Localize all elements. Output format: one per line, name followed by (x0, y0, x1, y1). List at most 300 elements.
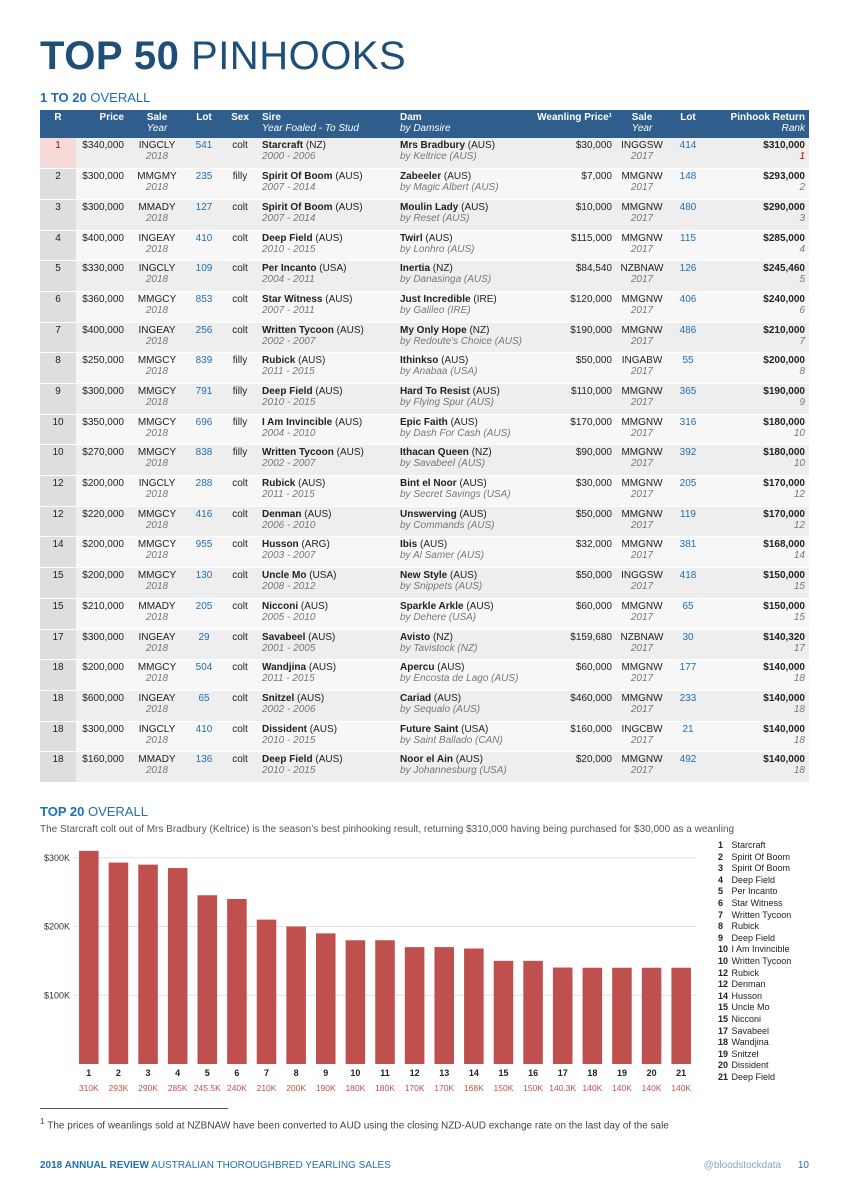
y-tick-label: $100K (43, 990, 70, 1001)
cell-lot: 235 (186, 169, 222, 200)
cell-rank: 18 (40, 752, 76, 783)
x-tick-label: 18 (587, 1068, 598, 1078)
cell-sex: colt (222, 660, 258, 691)
legend-item (718, 933, 791, 945)
cell-weanling-sale: MMGNW 2017 (616, 169, 668, 200)
cell-weanling-sale: MMGNW 2017 (616, 752, 668, 783)
cell-weanling-price: $84,540 (530, 261, 616, 292)
cell-weanling-price: $120,000 (530, 291, 616, 322)
legend-label: Husson (731, 990, 763, 1001)
pinhooks-table (40, 110, 809, 783)
cell-sale: INGEAY 2018 (128, 322, 186, 353)
header-sire: Sire Year Foaled - To Stud (258, 110, 396, 138)
cell-dam: Moulin Lady (AUS) by Reset (AUS) (396, 199, 530, 230)
cell-sire: Snitzel (AUS) 2002 - 2006 (258, 690, 396, 721)
cell-sire: Deep Field (AUS) 2010 - 2015 (258, 384, 396, 415)
cell-lot: 853 (186, 291, 222, 322)
cell-dam: Avisto (NZ) by Tavistock (NZ) (396, 629, 530, 660)
legend-number: 12 (718, 967, 729, 978)
cell-sale: INGCLY 2018 (128, 476, 186, 507)
cell-weanling-price: $60,000 (530, 598, 616, 629)
bar (583, 968, 603, 1064)
legend-item (718, 875, 791, 887)
cell-dam: Ithinkso (AUS) by Anabaa (USA) (396, 353, 530, 384)
cell-weanling-lot: 65 (668, 598, 708, 629)
cell-price: $200,000 (76, 476, 128, 507)
x-tick-label: 8 (293, 1068, 299, 1078)
legend-label: Starcraft (731, 840, 766, 850)
cell-weanling-lot: 486 (668, 322, 708, 353)
cell-sale: MMGCY 2018 (128, 506, 186, 537)
cell-sire: Written Tycoon (AUS) 2002 - 2007 (258, 322, 396, 353)
cell-sex: filly (222, 414, 258, 445)
title-light: PINHOOKS (191, 34, 407, 78)
legend-label: Wandjina (731, 1037, 769, 1048)
title-bold: TOP 50 (40, 34, 180, 78)
cell-price: $300,000 (76, 629, 128, 660)
cell-rank: 8 (40, 353, 76, 384)
cell-weanling-lot: 126 (668, 261, 708, 292)
cell-rank: 18 (40, 721, 76, 752)
cell-weanling-sale: MMGNW 2017 (616, 384, 668, 415)
cell-weanling-lot: 119 (668, 506, 708, 537)
cell-sale: INGEAY 2018 (128, 230, 186, 261)
cell-sale: MMGCY 2018 (128, 568, 186, 599)
bar (168, 868, 188, 1064)
cell-dam: Ithacan Queen (NZ) by Savabeel (AUS) (396, 445, 530, 476)
cell-lot: 791 (186, 384, 222, 415)
data-label: 290K (138, 1083, 158, 1093)
cell-price: $600,000 (76, 690, 128, 721)
data-label: 180K (375, 1083, 395, 1093)
data-label: 190K (315, 1083, 336, 1093)
cell-dam: My Only Hope (NZ) by Redoute's Choice (AUS) (396, 322, 530, 353)
cell-pinhook-return: $310,000 1 (708, 138, 809, 169)
legend-number: 1 (718, 840, 724, 850)
footer-title (40, 1160, 391, 1171)
cell-sire: Per Incanto (USA) 2004 - 2011 (258, 261, 396, 292)
table-row (40, 199, 809, 230)
cell-weanling-lot: 381 (668, 537, 708, 568)
cell-weanling-sale: MMGNW 2017 (616, 445, 668, 476)
bar (109, 863, 129, 1064)
legend-label: Deep Field (731, 874, 776, 885)
legend-number: 4 (718, 874, 724, 885)
cell-sire: Star Witness (AUS) 2007 - 2011 (258, 291, 396, 322)
footer-title-light: AUSTRALIAN THOROUGHBRED YEARLING SALES (151, 1160, 391, 1171)
cell-pinhook-return: $245,460 5 (708, 261, 809, 292)
cell-pinhook-return: $240,000 6 (708, 291, 809, 322)
x-tick-label: 20 (646, 1068, 657, 1078)
cell-price: $300,000 (76, 199, 128, 230)
data-label: 310K (78, 1083, 99, 1093)
bar (375, 940, 395, 1064)
cell-weanling-sale: INGABW 2017 (616, 353, 668, 384)
legend-number: 5 (718, 886, 724, 897)
legend-number: 15 (718, 1013, 729, 1024)
chart-description: The Starcraft colt out of Mrs Bradbury (Keltrice) is the season’s best pinhooking result, returning $310,000 having being purchased for $30,000 as a weanling (40, 824, 735, 835)
cell-sex: colt (222, 690, 258, 721)
table-row (40, 660, 809, 691)
data-label: 140K (612, 1083, 632, 1093)
cell-sire: Starcraft (NZ) 2000 - 2006 (258, 138, 396, 169)
cell-sire: Denman (AUS) 2006 - 2010 (258, 506, 396, 537)
cell-sex: colt (222, 721, 258, 752)
x-tick-label: 6 (234, 1068, 240, 1078)
cell-lot: 541 (186, 138, 222, 169)
cell-price: $360,000 (76, 291, 128, 322)
cell-weanling-price: $10,000 (530, 199, 616, 230)
x-tick-label: 17 (557, 1068, 568, 1078)
cell-price: $220,000 (76, 506, 128, 537)
cell-price: $200,000 (76, 537, 128, 568)
cell-price: $270,000 (76, 445, 128, 476)
bar (79, 851, 99, 1064)
cell-weanling-sale: MMGNW 2017 (616, 230, 668, 261)
cell-weanling-lot: 30 (668, 629, 708, 660)
data-label: 140K (582, 1083, 603, 1093)
cell-sale: MMGCY 2018 (128, 414, 186, 445)
data-label: 245.5K (193, 1083, 221, 1093)
header-sex: Sex (222, 110, 258, 138)
header-sale: Sale Year (128, 110, 186, 138)
legend-item (718, 1037, 791, 1049)
legend-label: Star Witness (731, 897, 783, 908)
legend-number: 10 (718, 944, 729, 955)
cell-weanling-lot: 365 (668, 384, 708, 415)
legend-item (718, 968, 791, 980)
cell-weanling-price: $160,000 (530, 721, 616, 752)
data-label: 140K (671, 1083, 692, 1093)
page-title (40, 34, 406, 79)
cell-sex: colt (222, 568, 258, 599)
pinhook-bar-chart (40, 836, 700, 1098)
table-row (40, 629, 809, 660)
cell-sire: Nicconi (AUS) 2005 - 2010 (258, 598, 396, 629)
cell-pinhook-return: $140,000 18 (708, 660, 809, 691)
cell-weanling-sale: MMGNW 2017 (616, 414, 668, 445)
legend-number: 19 (718, 1048, 729, 1059)
cell-rank: 9 (40, 384, 76, 415)
cell-weanling-lot: 205 (668, 476, 708, 507)
cell-price: $200,000 (76, 568, 128, 599)
cell-pinhook-return: $200,000 8 (708, 353, 809, 384)
cell-weanling-sale: MMGNW 2017 (616, 199, 668, 230)
cell-weanling-price: $7,000 (530, 169, 616, 200)
legend-item (718, 840, 791, 852)
cell-sire: Wandjina (AUS) 2011 - 2015 (258, 660, 396, 691)
table-body (40, 138, 809, 782)
bar (523, 961, 543, 1064)
legend-label: Per Incanto (731, 886, 778, 897)
cell-sire: Savabeel (AUS) 2001 - 2005 (258, 629, 396, 660)
cell-weanling-sale: INGCBW 2017 (616, 721, 668, 752)
cell-rank: 14 (40, 537, 76, 568)
cell-price: $350,000 (76, 414, 128, 445)
legend-label: Written Tycoon (731, 955, 792, 966)
table-row (40, 230, 809, 261)
cell-sex: colt (222, 537, 258, 568)
cell-pinhook-return: $150,000 15 (708, 598, 809, 629)
x-tick-label: 9 (323, 1068, 329, 1078)
cell-weanling-sale: INGGSW 2017 (616, 568, 668, 599)
header-price: Price (76, 110, 128, 138)
cell-pinhook-return: $170,000 12 (708, 506, 809, 537)
cell-lot: 410 (186, 721, 222, 752)
cell-dam: New Style (AUS) by Snippets (AUS) (396, 568, 530, 599)
cell-pinhook-return: $180,000 10 (708, 414, 809, 445)
cell-weanling-lot: 492 (668, 752, 708, 783)
cell-sex: colt (222, 752, 258, 783)
legend-item (718, 886, 791, 898)
cell-lot: 205 (186, 598, 222, 629)
bar (434, 947, 454, 1064)
table-row (40, 169, 809, 200)
cell-weanling-sale: NZBNAW 2017 (616, 261, 668, 292)
legend-item (718, 1060, 791, 1072)
cell-weanling-lot: 233 (668, 690, 708, 721)
legend-label: Deep Field (731, 1071, 776, 1082)
cell-rank: 17 (40, 629, 76, 660)
cell-sire: Deep Field (AUS) 2010 - 2015 (258, 752, 396, 783)
footnote (40, 1116, 669, 1131)
legend-number: 9 (718, 932, 724, 943)
section-heading-bold: 1 TO 20 (40, 90, 87, 105)
cell-weanling-lot: 418 (668, 568, 708, 599)
cell-sale: MMGCY 2018 (128, 384, 186, 415)
cell-dam: Sparkle Arkle (AUS) by Dehere (USA) (396, 598, 530, 629)
legend-label: I Am Invincible (731, 944, 790, 955)
legend-item (718, 1072, 791, 1084)
cell-sex: filly (222, 445, 258, 476)
x-tick-label: 10 (350, 1068, 361, 1078)
bar (257, 920, 277, 1064)
bar (642, 968, 662, 1064)
cell-sex: colt (222, 322, 258, 353)
footnote-divider (40, 1108, 228, 1109)
legend-number: 15 (718, 1002, 729, 1013)
cell-weanling-price: $50,000 (530, 568, 616, 599)
cell-price: $250,000 (76, 353, 128, 384)
cell-rank: 6 (40, 291, 76, 322)
data-label: 150K (493, 1083, 514, 1093)
legend-number: 14 (718, 990, 729, 1001)
table-row (40, 322, 809, 353)
legend-item (718, 1026, 791, 1038)
cell-sale: INGCLY 2018 (128, 721, 186, 752)
cell-price: $400,000 (76, 230, 128, 261)
cell-weanling-lot: 316 (668, 414, 708, 445)
legend-label: Dissident (731, 1060, 769, 1071)
cell-rank: 7 (40, 322, 76, 353)
x-tick-label: 21 (676, 1068, 687, 1078)
footer-title-bold: 2018 ANNUAL REVIEW (40, 1160, 149, 1171)
cell-dam: Hard To Resist (AUS) by Flying Spur (AUS) (396, 384, 530, 415)
cell-weanling-sale: MMGNW 2017 (616, 291, 668, 322)
page-number: 10 (797, 1160, 809, 1171)
cell-pinhook-return: $150,000 15 (708, 568, 809, 599)
cell-weanling-lot: 148 (668, 169, 708, 200)
legend-number: 8 (718, 921, 724, 932)
cell-weanling-lot: 21 (668, 721, 708, 752)
table-row (40, 537, 809, 568)
cell-sire: I Am Invincible (AUS) 2004 - 2010 (258, 414, 396, 445)
cell-lot: 127 (186, 199, 222, 230)
cell-pinhook-return: $168,000 14 (708, 537, 809, 568)
cell-pinhook-return: $285,000 4 (708, 230, 809, 261)
cell-pinhook-return: $140,320 17 (708, 629, 809, 660)
section-heading-bold: TOP 20 (40, 804, 85, 819)
table-row (40, 690, 809, 721)
cell-weanling-lot: 406 (668, 291, 708, 322)
cell-pinhook-return: $170,000 12 (708, 476, 809, 507)
cell-sale: INGCLY 2018 (128, 138, 186, 169)
cell-pinhook-return: $190,000 9 (708, 384, 809, 415)
bar (405, 947, 425, 1064)
cell-dam: Mrs Bradbury (AUS) by Keltrice (AUS) (396, 138, 530, 169)
cell-rank: 5 (40, 261, 76, 292)
data-label: 140K (641, 1083, 662, 1093)
bar (138, 865, 158, 1064)
cell-rank: 18 (40, 660, 76, 691)
cell-weanling-price: $30,000 (530, 138, 616, 169)
cell-sire: Uncle Mo (USA) 2008 - 2012 (258, 568, 396, 599)
cell-sex: colt (222, 138, 258, 169)
cell-lot: 504 (186, 660, 222, 691)
legend-number: 2 (718, 851, 724, 862)
header-pinhook-return: Pinhook Return Rank (708, 110, 809, 138)
section-heading-chart (40, 804, 148, 819)
cell-sex: colt (222, 629, 258, 660)
cell-price: $300,000 (76, 384, 128, 415)
cell-weanling-price: $50,000 (530, 353, 616, 384)
cell-sale: MMGCY 2018 (128, 660, 186, 691)
x-tick-label: 15 (498, 1068, 509, 1078)
cell-sale: MMADY 2018 (128, 752, 186, 783)
cell-weanling-lot: 177 (668, 660, 708, 691)
legend-number: 6 (718, 897, 724, 908)
cell-weanling-lot: 480 (668, 199, 708, 230)
table-row (40, 353, 809, 384)
table-row (40, 261, 809, 292)
social-handle: @bloodstockdata (703, 1160, 782, 1171)
cell-price: $200,000 (76, 660, 128, 691)
legend-item (718, 944, 791, 956)
cell-dam: Noor el Ain (AUS) by Johannesburg (USA) (396, 752, 530, 783)
cell-sex: colt (222, 261, 258, 292)
cell-sire: Rubick (AUS) 2011 - 2015 (258, 353, 396, 384)
cell-rank: 3 (40, 199, 76, 230)
footnote-mark: 1 (40, 1116, 45, 1126)
cell-price: $300,000 (76, 721, 128, 752)
table-row (40, 476, 809, 507)
bar (346, 940, 366, 1064)
cell-sale: MMADY 2018 (128, 199, 186, 230)
cell-weanling-sale: MMGNW 2017 (616, 660, 668, 691)
bar (316, 933, 336, 1064)
cell-price: $160,000 (76, 752, 128, 783)
cell-weanling-sale: MMGNW 2017 (616, 598, 668, 629)
cell-weanling-sale: NZBNAW 2017 (616, 629, 668, 660)
legend-item (718, 979, 791, 991)
cell-weanling-price: $50,000 (530, 506, 616, 537)
cell-sale: MMGCY 2018 (128, 445, 186, 476)
cell-dam: Twirl (AUS) by Lonhro (AUS) (396, 230, 530, 261)
legend-number: 18 (718, 1037, 729, 1048)
cell-weanling-price: $159,680 (530, 629, 616, 660)
cell-sire: Deep Field (AUS) 2010 - 2015 (258, 230, 396, 261)
legend-item (718, 898, 791, 910)
cell-rank: 12 (40, 476, 76, 507)
cell-rank: 10 (40, 445, 76, 476)
x-tick-label: 11 (380, 1068, 390, 1078)
table-row (40, 568, 809, 599)
table-header-row (40, 110, 809, 138)
legend-item (718, 910, 791, 922)
table-row (40, 752, 809, 783)
cell-weanling-sale: MMGNW 2017 (616, 690, 668, 721)
cell-sale: MMGCY 2018 (128, 353, 186, 384)
cell-lot: 29 (186, 629, 222, 660)
bar (612, 968, 632, 1064)
x-tick-label: 7 (264, 1068, 270, 1078)
cell-rank: 15 (40, 568, 76, 599)
legend-number: 17 (718, 1025, 729, 1036)
cell-dam: Inertia (NZ) by Danasinga (AUS) (396, 261, 530, 292)
cell-weanling-price: $460,000 (530, 690, 616, 721)
cell-sire: Written Tycoon (AUS) 2002 - 2007 (258, 445, 396, 476)
data-label: 210K (256, 1083, 277, 1093)
footnote-text: The prices of weanlings sold at NZBNAW have been converted to AUD using the closing NZD-AUD exchange rate on the last day of the sale (47, 1120, 669, 1132)
cell-dam: Epic Faith (AUS) by Dash For Cash (AUS) (396, 414, 530, 445)
cell-lot: 416 (186, 506, 222, 537)
cell-sale: MMGCY 2018 (128, 537, 186, 568)
legend-label: Spirit Of Boom (731, 851, 791, 862)
cell-lot: 838 (186, 445, 222, 476)
cell-price: $210,000 (76, 598, 128, 629)
table-row (40, 445, 809, 476)
cell-sex: colt (222, 476, 258, 507)
cell-dam: Cariad (AUS) by Sequalo (AUS) (396, 690, 530, 721)
data-label: 170K (404, 1083, 425, 1093)
cell-sire: Spirit Of Boom (AUS) 2007 - 2014 (258, 199, 396, 230)
cell-rank: 18 (40, 690, 76, 721)
cell-weanling-price: $110,000 (530, 384, 616, 415)
header-weanling-sale: Sale Year (616, 110, 668, 138)
cell-sire: Husson (ARG) 2003 - 2007 (258, 537, 396, 568)
cell-weanling-sale: MMGNW 2017 (616, 322, 668, 353)
cell-rank: 10 (40, 414, 76, 445)
x-tick-label: 16 (528, 1068, 539, 1078)
cell-price: $300,000 (76, 169, 128, 200)
legend-item (718, 1049, 791, 1061)
table-row (40, 384, 809, 415)
cell-rank: 15 (40, 598, 76, 629)
cell-sale: INGEAY 2018 (128, 690, 186, 721)
bar (198, 895, 218, 1064)
legend-item (718, 863, 791, 875)
cell-weanling-sale: MMGNW 2017 (616, 506, 668, 537)
cell-sale: INGEAY 2018 (128, 629, 186, 660)
cell-lot: 696 (186, 414, 222, 445)
cell-weanling-price: $32,000 (530, 537, 616, 568)
data-label: 293K (108, 1083, 129, 1093)
bar (464, 949, 484, 1065)
cell-weanling-price: $170,000 (530, 414, 616, 445)
x-tick-label: 12 (409, 1068, 420, 1078)
cell-dam: Future Saint (USA) by Saint Ballado (CAN) (396, 721, 530, 752)
cell-dam: Unswerving (AUS) by Commands (AUS) (396, 506, 530, 537)
